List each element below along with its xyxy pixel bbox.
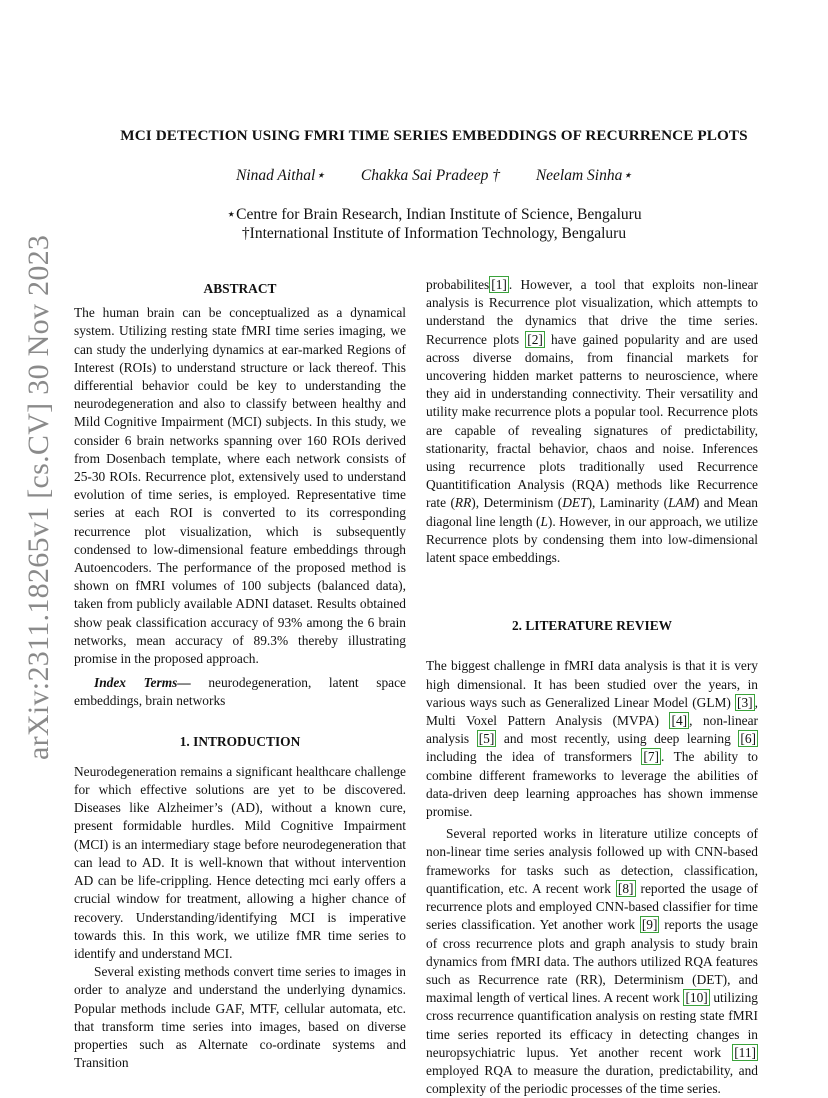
citation-link[interactable]: [10]	[685, 990, 708, 1006]
index-terms	[74, 674, 406, 710]
text-run: reports the usage of cross recurrence plots and graph analysis to study brain dynamics from fMRI data. The authors utilized RQA features such as Recurrence rate (RR), Determinism (DET), and maximal length of vertical lines. A recent work	[426, 917, 759, 1006]
text-run: reported the usage of recurrence plots and employed CNN-based classifier for time series classification. Yet another work	[426, 880, 758, 933]
text-run: ) and Mean diagonal line length (	[426, 495, 758, 529]
text-run: , non-linear analysis	[426, 713, 758, 747]
affiliation-1: ⋆Centre for Brain Research, Indian Institute of Science, Bengaluru	[226, 206, 642, 223]
intro-paragraph-1: Neurodegeneration remains a significant healthcare challenge for which effective solutions are yet to be discovered. Diseases like Alzheimer’s (AD), without a known cure, present formidable hurdles. Mild Cognitive Impairment (MCI) is an intermediary stage before neurodegeneration that can lead to AD. It is well-known that without intervention AD can be life-crippling. Hence detecting mci early offers a crucial window for treatment, allowing a higher chance of recovery. Understanding/identifying MCI is imperative towards this. In this work, we utilize fMR time series to identify and understand MCI.	[74, 763, 406, 961]
citation-link[interactable]: [7]	[643, 749, 660, 765]
affiliation-2: †International Institute of Information Technology, Bengaluru	[241, 225, 627, 242]
literature-heading: 2. LITERATURE REVIEW	[511, 618, 673, 634]
text-run: and most recently, using deep learning	[496, 731, 739, 747]
text-run: , Multi Voxel Pattern Analysis (MVPA)	[426, 694, 758, 729]
citation-link[interactable]: [8]	[617, 880, 634, 896]
text-run: Several reported works in literature utilize concepts of non-linear time series analysis followed up with CNN-based frameworks for tasks such as detection, classification, quantification, etc. A recent work	[426, 826, 758, 896]
abstract-text: The human brain can be conceptualized as a dynamical system. Utilizing resting state fMRI time series imaging, we can study the underlying dynamics at ear-marked Regions of Interest (ROIs) to understand structure or lack thereof. This differential behavior could be key to understanding the neurodegeneration and also to classify between healthy and Mild Cognitive Impairment (MCI) subjects. In this study, we consider 6 brain networks spanning over 160 ROIs derived from Dosenbach template, where each network consists of 25-30 ROIs. Recurrence plot, extensively used to understand evolution of time series, is employed. Representative time series at each ROI is converted to its corresponding recurrence plot visualization, which is subsequently condensed to low-dimensional feature embeddings through Autoencoders. The performance of the proposed method is shown on fMRI volumes of 100 subjects (balanced data), taken from publicly available ADNI dataset. Results obtained show peak classification accuracy of 93% among the 6 brain networks, mean accuracy of 89.3% thereby illustrating promise in the proposed approach.	[74, 305, 406, 667]
text-run: . However, a tool that exploits non-linear analysis is Recurrence plot visualization, which attempts to understand the dynamics that drive the time series. Recurrence plots	[426, 277, 758, 347]
left-column	[74, 280, 406, 1072]
text-run: ), Determinism (	[471, 495, 563, 511]
literature-paragraph-1	[426, 657, 758, 821]
right-column	[426, 276, 758, 1098]
math-symbol: DET	[562, 495, 588, 511]
intro-paragraph-2: Several existing methods convert time series to images in order to analyze and understand the underlying dynamics. Popular methods include GAF, MTF, cellular automata, etc. that transform time series into images, based on diverse properties such as Alternate co-ordinate systems and Transition	[74, 964, 406, 1071]
citation-link[interactable]: [11]	[734, 1044, 756, 1060]
arxiv-identifier: arXiv:2311.18265v1 [cs.CV] 30 Nov 2023	[22, 234, 55, 760]
index-terms-text: neurodegeneration, latent space embeddings, brain networks	[74, 675, 406, 709]
paper-title: MCI DETECTION USING FMRI TIME SERIES EMBEDDINGS OF RECURRENCE PLOTS	[120, 127, 748, 144]
citation-link[interactable]: [4]	[671, 713, 688, 729]
math-symbol: LAM	[668, 495, 695, 511]
text-run: The biggest challenge in fMRI data analysis is that it is very high dimensional. It has been studied over the years, in various ways such as Generalized Linear Model (GLM)	[426, 658, 758, 710]
literature-paragraph-2	[426, 825, 758, 1098]
author-list	[60, 166, 808, 185]
text-run: probabilites	[426, 277, 490, 292]
intro-paragraph-3	[426, 276, 758, 567]
text-run: utilizing cross recurrence quantification analysis on resting state fMRI time series reported its efficacy in detecting changes in neuropsychiatric lupus. Yet another recent work	[426, 990, 758, 1060]
text-run: ), Laminarity (	[587, 495, 669, 511]
citation-link[interactable]: [9]	[641, 917, 658, 933]
citation-link[interactable]: [3]	[737, 694, 753, 710]
index-terms-label: Index Terms—	[94, 675, 191, 691]
text-run: . The ability to combine different frameworks to leverage the abilities of data-driven deep learning approaches has shown immense promise.	[426, 749, 758, 820]
math-symbol: RR	[454, 495, 472, 511]
abstract-heading: ABSTRACT	[203, 281, 277, 296]
author-1: Ninad Aithal⋆	[235, 167, 326, 184]
citation-link[interactable]: [2]	[527, 331, 543, 347]
citation-link[interactable]: [6]	[740, 731, 756, 747]
text-run: including the idea of transformers	[426, 749, 642, 765]
intro-heading: 1. INTRODUCTION	[179, 733, 301, 749]
text-run: ). However, in our approach, we utilize Recurrence plots by condensing them into low-dimensional latent space embeddings.	[426, 513, 758, 566]
citation-link[interactable]: [1]	[491, 277, 507, 292]
author-3: Neelam Sinha⋆	[535, 167, 633, 184]
citation-link[interactable]: [5]	[478, 731, 495, 747]
text-run: have gained popularity and are used across diverse domains, from financial markets for uncovering hidden market patterns to neuroscience, where they aid in understanding connectivity. Their versatility and utility make recurrence plots a popular tool. Recurrence plots are capable of revealing signatures of predictability, stationarity, fractal behavior, chaos and noise. Inferences using recurrence plots traditionally used Recurrence Quantitification Analysis (RQA) methods like Recurrence rate (	[426, 331, 758, 511]
author-2: Chakka Sai Pradeep †	[360, 167, 500, 184]
math-symbol: L	[540, 513, 548, 529]
text-run: employed RQA to measure the duration, predictability, and complexity of the periodic processes of the time series.	[426, 1062, 758, 1097]
